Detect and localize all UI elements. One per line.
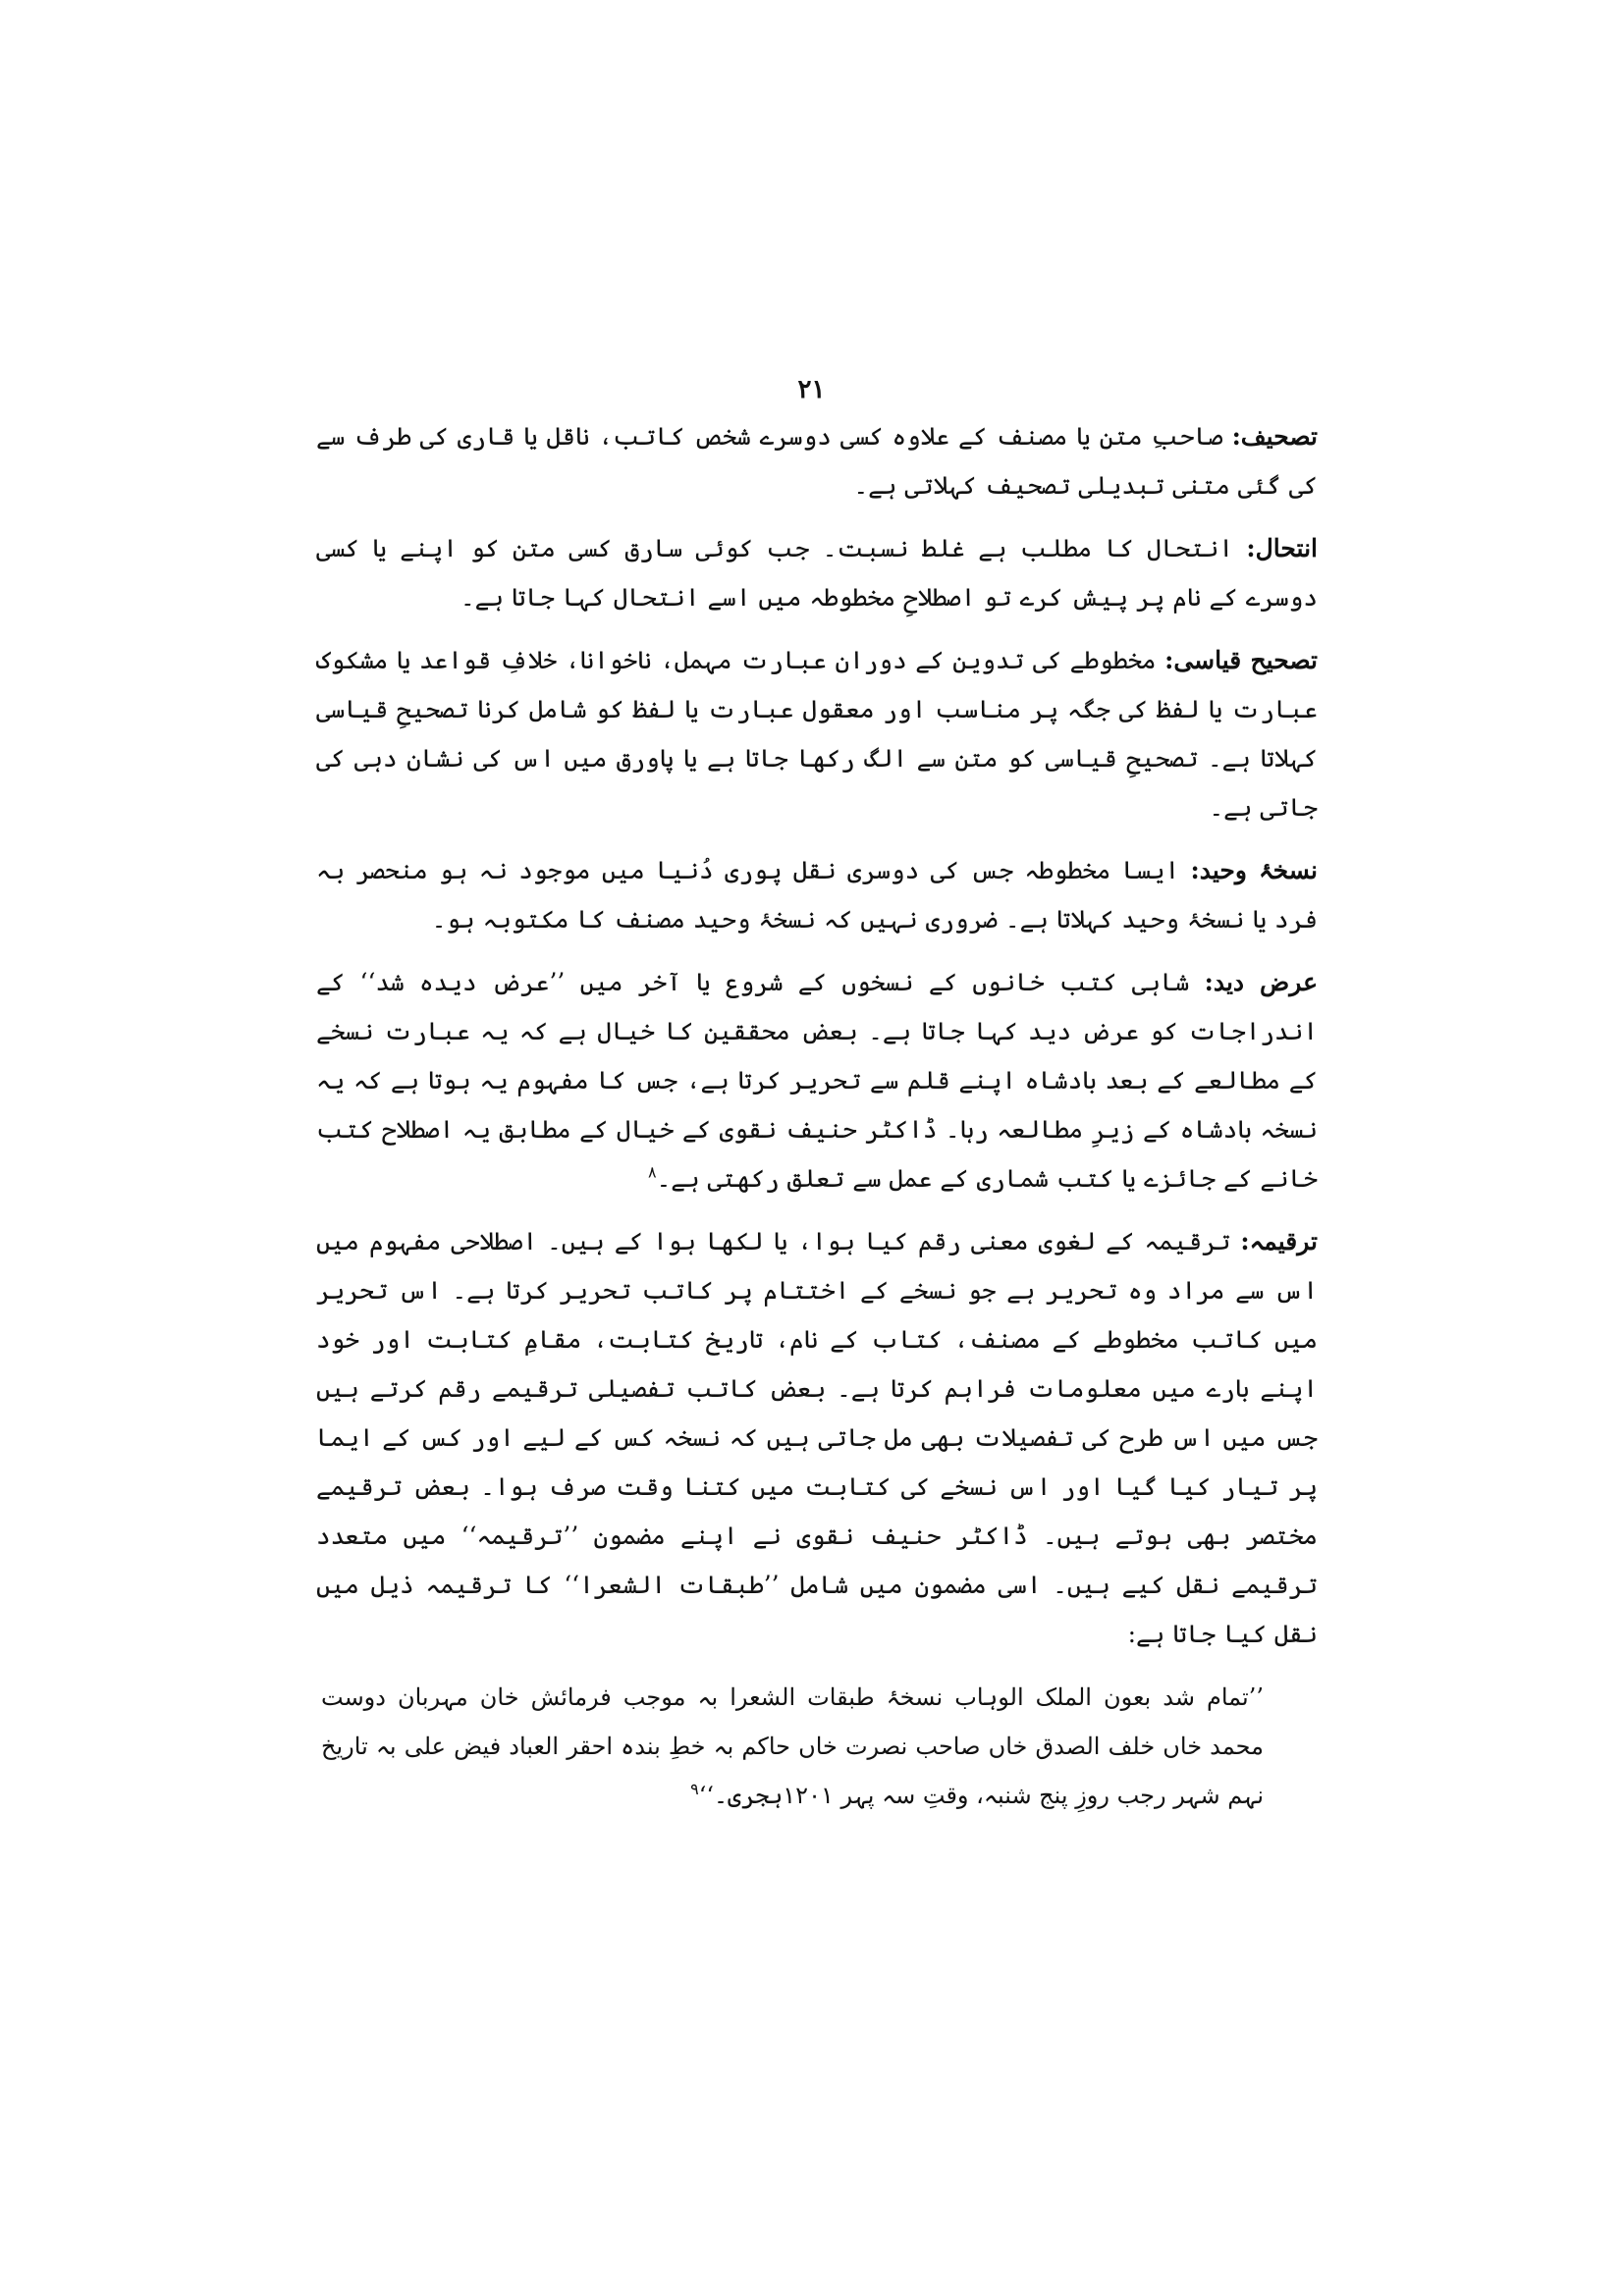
page-number: ۲۱ [797,375,826,404]
entry-term: نسخۂ وحید: [1190,856,1318,884]
entry-tarqeema [316,1217,1318,1659]
block-quote-colophon [321,1673,1264,1820]
entry-nuskha-wahid [316,846,1318,944]
entry-tasheeh-qiyasi [316,636,1318,832]
glossary-text [316,412,1318,1820]
footnote-marker: ۹ [690,1780,699,1798]
entry-arz-deed [316,958,1318,1203]
entry-definition: شاہی کتب خانوں کے نسخوں کے شروع یا آخر میں ’’عرض دیدہ شد‘‘ کے اندراجات کو عرض دید کہا جاتا ہے۔ بعض محققین کا خیال ہے کہ یہ عبارت نسخے کے مطالعے کے بعد بادشاہ اپنے قلم سے تحریر کرتا ہے، جس کا مفہوم یہ ہوتا ہے کہ یہ نسخہ بادشاہ کے زیرِ مطالعہ رہا۔ ڈاکٹر حنیف نقوی کے خیال کے مطابق یہ اصطلاح کتب خانے کے جائزے یا کتب شماری کے عمل سے تعلق رکھتی ہے۔ [316,968,1318,1193]
quote-text: ’’تمام شد بعون الملک الوہاب نسخۂ طبقات الشعرا بہ موجب فرمائش خان مہربان دوست محمد خاں خلف الصدق خاں صاحب نصرت خاں حاکم بہ خطِ بندہ احقر العباد فیض علی بہ تاریخ نہم شہر رجب روزِ پنج شنبہ، وقتِ سہ پہر ۱۲۰۱ہجری۔‘‘ [321,1683,1264,1809]
entry-term: عرض دید: [1204,968,1318,996]
entry-term: انتحال: [1246,534,1318,562]
footnote-marker: ۸ [648,1162,657,1182]
entry-definition: انتحال کا مطلب ہے غلط نسبت۔ جب کوئی سارق کسی متن کو اپنے یا کسی دوسرے کے نام پر پیش کرے تو اصطلاحِ مخطوطہ میں اسے انتحال کہا جاتا ہے۔ [316,534,1318,612]
entry-definition: مخطوطے کی تدوین کے دوران عبارت مہمل، ناخوانا، خلافِ قواعد یا مشکوک عبارت یا لفظ کی جگہ پر مناسب اور معقول عبارت یا لفظ کو شامل کرنا تصحیحِ قیاسی کہلاتا ہے۔ تصحیحِ قیاسی کو متن سے الگ رکھا جاتا ہے یا پاورق میں اس کی نشان دہی کی جاتی ہے۔ [316,646,1318,822]
entry-definition: ترقیمہ کے لغوی معنی رقم کیا ہوا، یا لکھا ہوا کے ہیں۔ اصطلاحی مفہوم میں اس سے مراد وہ تحریر ہے جو نسخے کے اختتام پر کاتب تحریر کرتا ہے۔ اس تحریر میں کاتب مخطوطے کے مصنف، کتاب کے نام، تاریخ کتابت، مقامِ کتابت اور خود اپنے بارے میں معلومات فراہم کرتا ہے۔ بعض کاتب تفصیلی ترقیمے رقم کرتے ہیں جس میں اس طرح کی تفصیلات بھی مل جاتی ہیں کہ نسخہ کس کے لیے اور کس کے ایما پر تیار کیا گیا اور اس نسخے کی کتابت میں کتنا وقت صرف ہوا۔ بعض ترقیمے مختصر بھی ہوتے ہیں۔ ڈاکٹر حنیف نقوی نے اپنے مضمون ’’ترقیمہ‘‘ میں متعدد ترقیمے نقل کیے ہیں۔ اسی مضمون میں شامل ’’طبقات الشعرا‘‘ کا ترقیمہ ذیل میں نقل کیا جاتا ہے: [316,1227,1318,1648]
entry-definition: صاحبِ متن یا مصنف کے علاوہ کسی دوسرے شخص کاتب، ناقل یا قاری کی طرف سے کی گئی متنی تبدیلی تصحیف کہلاتی ہے۔ [316,422,1318,500]
entry-intihal [316,524,1318,622]
entry-term: تصحیح قیاسی: [1164,646,1318,674]
entry-term: تصحیف: [1231,422,1318,451]
entry-definition: ایسا مخطوطہ جس کی دوسری نقل پوری دُنیا میں موجود نہ ہو منحصر بہ فرد یا نسخۂ وحید کہلاتا ہے۔ ضروری نہیں کہ نسخۂ وحید مصنف کا مکتوبہ ہو۔ [316,856,1318,934]
entry-tasheef [316,412,1318,510]
entry-term: ترقیمہ: [1240,1227,1318,1255]
